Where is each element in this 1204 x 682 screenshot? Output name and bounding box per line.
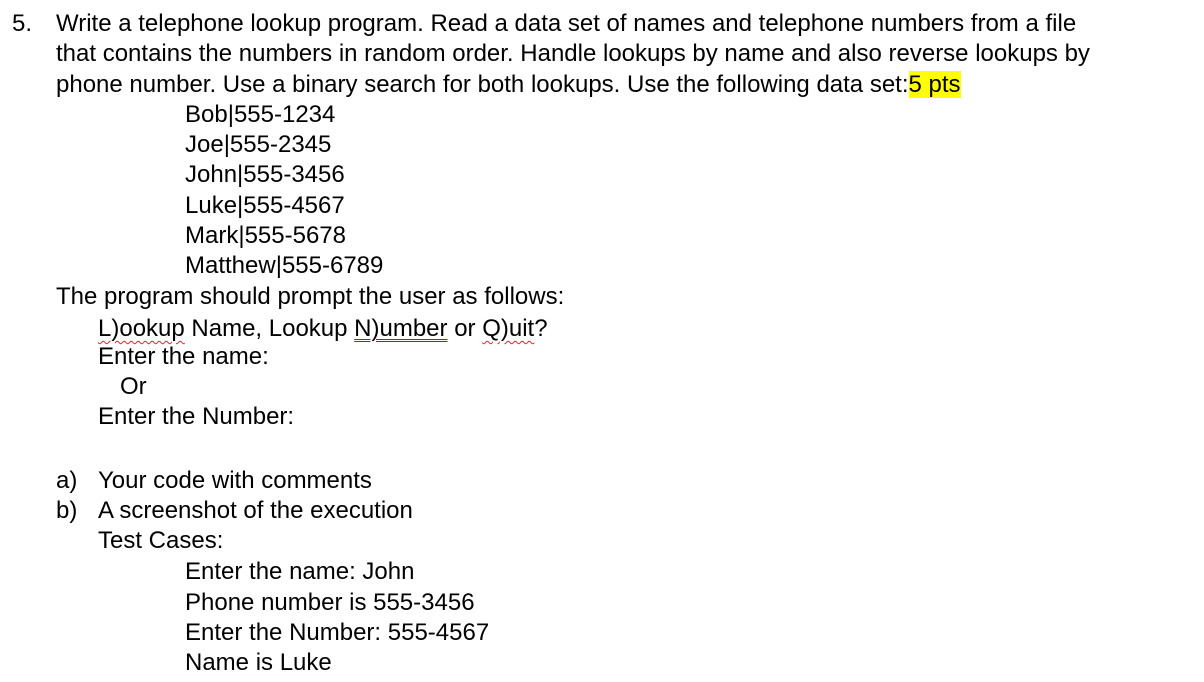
- question-line-2: that contains the numbers in random order. Handle lookups by name and also reverse lookups by: [56, 40, 1090, 67]
- data-set-entry: John|555-3456: [185, 161, 345, 188]
- quit-option: Q)uit: [482, 315, 535, 342]
- test-cases-label: Test Cases:: [98, 527, 224, 554]
- test-case-line: Enter the Number: 555-4567: [185, 619, 490, 646]
- or-text: Or: [120, 373, 147, 400]
- menu-text-or: or: [447, 315, 483, 342]
- deliverable-text: Your code with comments: [98, 467, 372, 494]
- deliverable-marker: a): [56, 467, 78, 494]
- data-set-entry: Mark|555-5678: [185, 222, 346, 249]
- enter-number-prompt: Enter the Number:: [98, 403, 295, 430]
- question-line-3: [56, 70, 961, 100]
- deliverable-marker: b): [56, 497, 78, 524]
- lookup-option: L)ookup: [98, 315, 185, 342]
- points-label: 5 pts: [908, 71, 961, 98]
- data-set-entry: Luke|555-4567: [185, 192, 345, 219]
- question-line-3-text: phone number. Use a binary search for both lookups. Use the following data set:: [56, 71, 909, 98]
- prompt-menu-line: [98, 314, 548, 344]
- enter-name-prompt: Enter the name:: [98, 343, 269, 370]
- test-case-line: Enter the name: John: [185, 558, 415, 585]
- data-set-entry: Matthew|555-6789: [185, 252, 384, 279]
- data-set-entry: Bob|555-1234: [185, 101, 336, 128]
- question-line-1: Write a telephone lookup program. Read a data set of names and telephone numbers from a file: [56, 10, 1077, 37]
- number-option: N)umber: [354, 315, 448, 342]
- menu-question-mark: ?: [534, 315, 548, 342]
- test-case-line: Phone number is 555-3456: [185, 589, 475, 616]
- data-set-entry: Joe|555-2345: [185, 131, 332, 158]
- test-case-line: Name is Luke: [185, 649, 332, 676]
- menu-text-name: Name, Lookup: [184, 315, 355, 342]
- question-number: 5.: [12, 10, 33, 37]
- prompt-intro: The program should prompt the user as follows:: [56, 283, 565, 310]
- deliverable-text: A screenshot of the execution: [98, 497, 413, 524]
